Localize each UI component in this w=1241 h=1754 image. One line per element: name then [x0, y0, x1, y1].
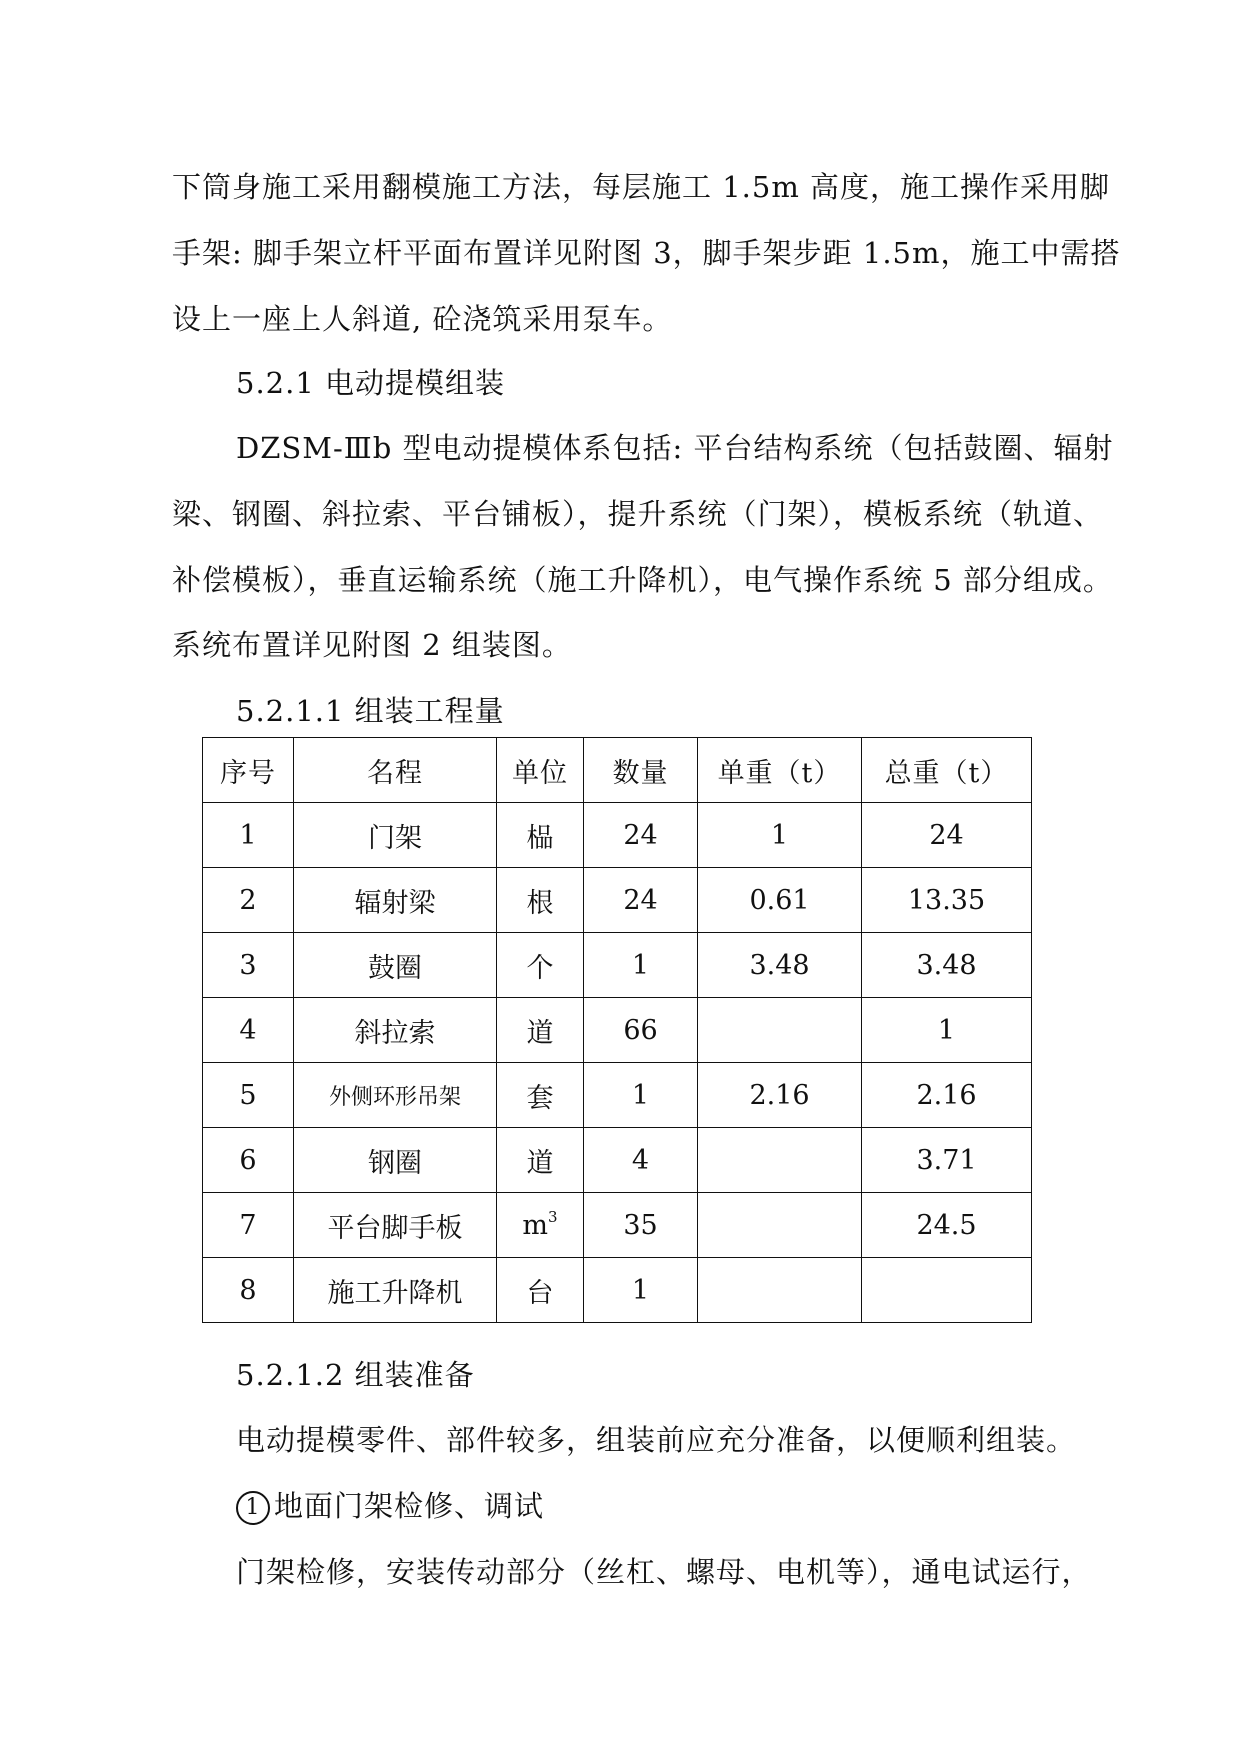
cell-unit-weight	[698, 1258, 862, 1323]
cell-name: 钢圈	[294, 1128, 497, 1193]
cell-qty: 24	[584, 803, 698, 868]
section-heading-5-2-1-1: 5.2.1.1 组装工程量	[236, 694, 505, 728]
header-cell-total-weight: 总重（t）	[862, 738, 1032, 803]
cell-total-weight: 2.16	[862, 1063, 1032, 1128]
cell-total-weight	[862, 1258, 1032, 1323]
table-row	[203, 1128, 1032, 1193]
cell-name: 辐射梁	[294, 868, 497, 933]
intro-paragraph-line: 手架: 脚手架立杆平面布置详见附图 3，脚手架步距 1.5m，施工中需搭	[172, 236, 1121, 270]
cell-total-weight: 13.35	[862, 868, 1032, 933]
cell-name: 斜拉索	[294, 998, 497, 1063]
system-paragraph-line: 梁、钢圈、斜拉索、平台铺板），提升系统（门架），模板系统（轨道、	[172, 497, 1104, 531]
cell-unit-weight	[698, 998, 862, 1063]
cell-qty: 1	[584, 1258, 698, 1323]
table-row	[203, 933, 1032, 998]
cell-unit: 根	[497, 868, 584, 933]
cell-qty: 1	[584, 1063, 698, 1128]
cell-no: 4	[203, 998, 294, 1063]
unit-superscript: 3	[548, 1207, 558, 1226]
cell-qty: 35	[584, 1193, 698, 1258]
cell-total-weight: 24.5	[862, 1193, 1032, 1258]
cell-no: 6	[203, 1128, 294, 1193]
unit-base: m	[522, 1209, 549, 1241]
table-row	[203, 868, 1032, 933]
item1-detail-paragraph: 门架检修，安装传动部分（丝杠、螺母、电机等），通电试运行，	[236, 1555, 1092, 1589]
cell-name: 平台脚手板	[294, 1193, 497, 1258]
cell-total-weight: 24	[862, 803, 1032, 868]
cell-name: 门架	[294, 803, 497, 868]
intro-paragraph-line: 下筒身施工采用翻模施工方法，每层施工 1.5m 高度，施工操作采用脚	[172, 170, 1111, 204]
cell-unit: 道	[497, 998, 584, 1063]
cell-no: 3	[203, 933, 294, 998]
header-cell-no: 序号	[203, 738, 294, 803]
cell-unit-weight: 1	[698, 803, 862, 868]
assembly-quantity-table	[202, 737, 1032, 1323]
table-header-row	[203, 738, 1032, 803]
section-heading-5-2-1: 5.2.1 电动提模组装	[236, 366, 506, 400]
cell-unit: 榀	[497, 803, 584, 868]
cell-unit	[497, 1193, 584, 1258]
table-row	[203, 998, 1032, 1063]
cell-unit-weight	[698, 1193, 862, 1258]
cell-unit: 道	[497, 1128, 584, 1193]
table-row	[203, 803, 1032, 868]
section-heading-5-2-1-2: 5.2.1.2 组装准备	[236, 1358, 475, 1392]
cell-qty: 4	[584, 1128, 698, 1193]
cell-qty: 1	[584, 933, 698, 998]
system-paragraph-line: 补偿模板），垂直运输系统（施工升降机），电气操作系统 5 部分组成。	[172, 563, 1113, 597]
cell-unit-weight: 2.16	[698, 1063, 862, 1128]
circled-number: 1	[236, 1491, 270, 1525]
cell-name: 鼓圈	[294, 933, 497, 998]
cell-no: 7	[203, 1193, 294, 1258]
cell-qty: 66	[584, 998, 698, 1063]
system-paragraph-line: DZSM-Ⅲb 型电动提模体系包括: 平台结构系统（包括鼓圈、辐射	[236, 431, 1114, 465]
cell-no: 1	[203, 803, 294, 868]
cell-unit: 台	[497, 1258, 584, 1323]
cell-total-weight: 3.48	[862, 933, 1032, 998]
header-cell-unit-weight: 单重（t）	[698, 738, 862, 803]
cell-unit-weight: 3.48	[698, 933, 862, 998]
numbered-item-1	[236, 1486, 544, 1526]
cell-total-weight: 3.71	[862, 1128, 1032, 1193]
cell-total-weight: 1	[862, 998, 1032, 1063]
header-cell-unit: 单位	[497, 738, 584, 803]
cell-unit: 个	[497, 933, 584, 998]
cell-unit: 套	[497, 1063, 584, 1128]
numbered-item-text: 地面门架检修、调试	[274, 1489, 545, 1523]
prep-paragraph: 电动提模零件、部件较多，组装前应充分准备，以便顺利组装。	[236, 1423, 1077, 1457]
table-row	[203, 1193, 1032, 1258]
table-row	[203, 1063, 1032, 1128]
header-cell-name: 名程	[294, 738, 497, 803]
intro-paragraph-line: 设上一座上人斜道, 砼浇筑采用泵车。	[172, 302, 673, 336]
cell-no: 2	[203, 868, 294, 933]
cell-no: 5	[203, 1063, 294, 1128]
cell-name: 施工升降机	[294, 1258, 497, 1323]
cell-unit-weight	[698, 1128, 862, 1193]
cell-qty: 24	[584, 868, 698, 933]
table-row	[203, 1258, 1032, 1323]
cell-unit-weight: 0.61	[698, 868, 862, 933]
header-cell-qty: 数量	[584, 738, 698, 803]
cell-no: 8	[203, 1258, 294, 1323]
system-paragraph-line: 系统布置详见附图 2 组装图。	[172, 628, 572, 662]
cell-name: 外侧环形吊架	[294, 1063, 497, 1128]
